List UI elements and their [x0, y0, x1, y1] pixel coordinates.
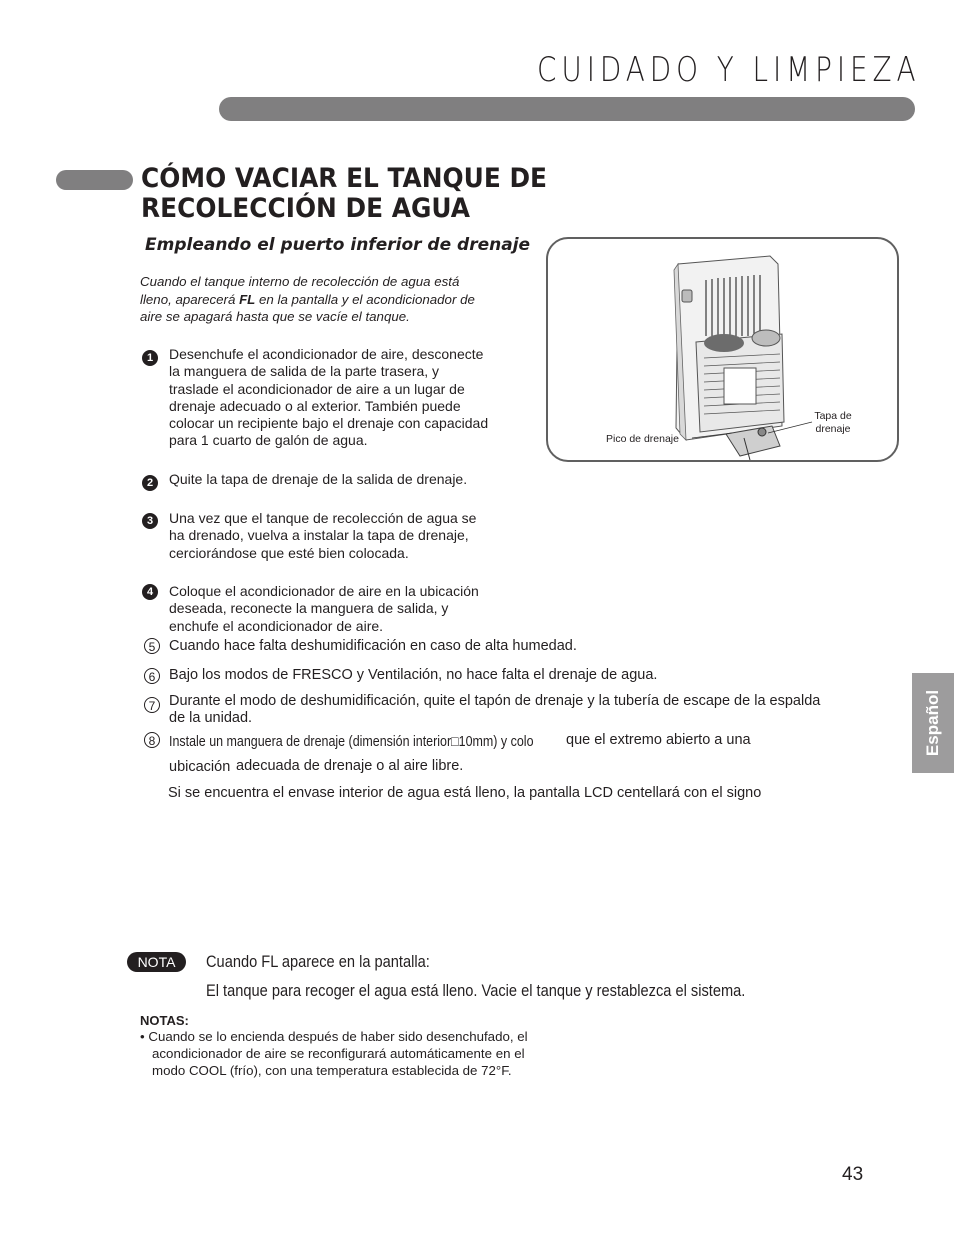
nota-line-2: El tanque para recoger el agua está lleno. Vacie el tanque y restablezca el sistema. [206, 981, 746, 1000]
step-3-text: Una vez que el tanque de recolección de agua se ha drenado, vuelva a instalar la tapa de drenaje, cerciorándose que esté bien colocada. [169, 510, 477, 561]
figure-label-drain-spout: Pico de drenaje [606, 433, 679, 445]
nota-badge: NOTA [127, 952, 186, 972]
step-2-number: 2 [142, 475, 158, 491]
nota-line-1: Cuando FL aparece en la pantalla: [206, 952, 430, 971]
step-5-number: 5 [144, 638, 160, 654]
step-6-text: Bajo los modos de FRESCO y Ventilación, no hace falta el drenaje de agua. [169, 667, 658, 683]
step-1-text: Desenchufe el acondicionador de aire, desconecte la manguera de salida de la parte trasera, y traslade el acondicionador de aire a un lugar de drenaje adecuado o al exterior. También puede colocar un recipiente bajo el drenaje con capacidad para 1 cuarto de galón de agua. [169, 346, 489, 449]
language-tab-label: Español [923, 689, 942, 757]
intro-paragraph [140, 273, 485, 326]
notes-bullet: • Cuando se lo encienda después de haber sido desenchufado, el acondicionador de aire se reconfigurará automáticamente en el modo COOL (frío), con una temperatura establecida de 72°F. [140, 1029, 528, 1078]
section-marker [56, 170, 133, 190]
page-number: 43 [842, 1164, 864, 1185]
step-8-number: 8 [144, 732, 160, 748]
step-1-number: 1 [142, 350, 158, 366]
step-3-number: 3 [142, 513, 158, 529]
section-title: CÓMO VACIAR EL TANQUE DE RECOLECCIÓN DE AGUA [141, 163, 548, 224]
step-2-text: Quite la tapa de drenaje de la salida de drenaje. [169, 471, 468, 487]
figure-label-drain-cap: Tapa de drenaje [814, 410, 852, 435]
step-4-text: Coloque el acondicionador de aire en la ubicación deseada, reconecte la manguera de salida, y enchufe el acondicionador de aire. [169, 583, 479, 634]
step-7-number: 7 [144, 697, 160, 713]
page-header-title: CUIDADO Y LIMPIEZA [537, 50, 921, 90]
step-8-text-b: que el extremo abierto a una [566, 732, 751, 748]
step-6-number: 6 [144, 668, 160, 684]
step-8-text-d: adecuada de drenaje o al aire libre. [236, 758, 464, 774]
step-4-number: 4 [142, 584, 158, 600]
intro-bold-code: FL [239, 291, 256, 307]
step-7-text: Durante el modo de deshumidificación, quite el tapón de drenaje y la tubería de escape de la espalda de la unidad. [169, 693, 821, 727]
lcd-note-line: Si se encuentra el envase interior de agua está lleno, la pantalla LCD centellará con el signo [168, 785, 762, 801]
intro-text-before: Cuando el tanque interno de recolección de agua está lleno, aparecerá [140, 274, 460, 307]
step-8-text-c: ubicación [169, 759, 231, 775]
notes-heading: NOTAS: [140, 1013, 189, 1028]
step-5-text: Cuando hace falta deshumidificación en caso de alta humedad. [169, 638, 577, 654]
intro-text-after: en la pantalla y el acondicionador de aire se apagará hasta que se vacíe el tanque. [140, 291, 475, 324]
language-tab [912, 673, 954, 773]
step-8-text-a: Instale un manguera de drenaje (dimensión interior□10mm) y colo [169, 734, 534, 750]
subtitle: Empleando el puerto inferior de drenaje [145, 235, 531, 255]
header-bar [219, 97, 915, 121]
